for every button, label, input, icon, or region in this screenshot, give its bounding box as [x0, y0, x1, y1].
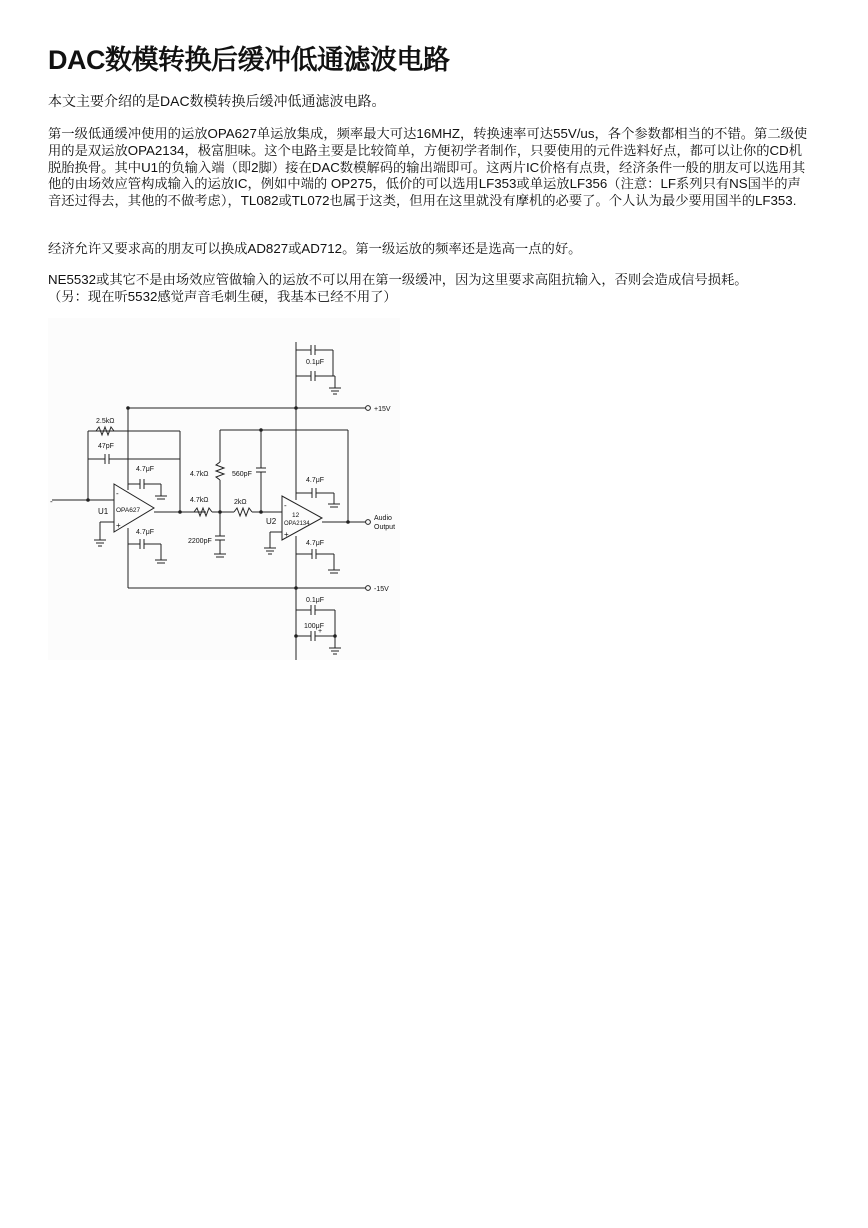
paragraph-3-line-2: （另：现在听5532感觉声音毛刺生硬，我基本已经不用了） [48, 288, 397, 304]
label-c-bulk-plus: + [318, 628, 323, 635]
label-r-2k: 2kΩ [234, 499, 247, 506]
label-u2: U2 [266, 517, 277, 526]
body-paragraph-3 [48, 272, 814, 306]
label-supply-pos: +15V [374, 406, 391, 413]
label-u1-minus: - [116, 489, 119, 498]
label-u1: U1 [98, 507, 109, 516]
label-c-u1-bottom: 4.7μF [136, 529, 155, 536]
label-input-minus: - [50, 497, 53, 506]
intro-paragraph: 本文主要介绍的是DAC数模转换后缓冲低通滤波电路。 [48, 93, 386, 109]
page-title: DAC数模转换后缓冲低通滤波电路 [48, 45, 450, 75]
label-cap-top: 0.1μF [306, 359, 325, 366]
label-u2-pins: 12 [292, 512, 300, 519]
label-u2-plus: + [284, 530, 289, 539]
label-c-bottom: 0.1μF [306, 597, 325, 604]
label-r-series: 4.7kΩ [190, 497, 209, 504]
label-supply-neg: -15V [374, 586, 389, 593]
label-c-560: 560pF [232, 471, 252, 478]
body-paragraph-2: 经济允许又要求高的朋友可以换成AD827或AD712。第一级运放的频率还是选高一点的好。 [48, 241, 582, 256]
label-c-feedback: 47pF [98, 443, 114, 450]
label-c-u2-bottom: 4.7μF [306, 540, 325, 547]
label-u2-minus: - [284, 501, 287, 510]
label-u1-part: OPA627 [116, 507, 141, 514]
body-paragraph-1: 第一级低通缓冲使用的运放OPA627单运放集成，频率最大可达16MHZ，转换速率可达55V/us，各个参数都相当的不错。第二级使用的是双运放OPA2134，极富胆味。这个电路主要是比较简单，方便初学者制作，只要使用的元件选料好点，都可以让你的CD机脱胎换骨。其中U1的负输入端（即2脚）接在DAC数模解码的输出端即可。这两片IC价格有点贵，经济条件一般的朋友可以选用其他的由场效应管构成输入的运放IC，例如中端的 OP275，低价的可以选用LF353或单运放LF356（注意：LF系列只有NS国半的声音还过得去，其他的不做考虑），TL082或TL072也属于这类，但用在这里就没有摩机的必要了。个人认为最少要用国半的LF353. [48, 126, 808, 209]
label-u1-plus: + [116, 521, 121, 530]
label-u2-part: OPA2134 [284, 521, 310, 527]
label-output-1: Audio [374, 515, 392, 522]
label-c-u1-top: 4.7μF [136, 466, 155, 473]
label-r-shunt: 4.7kΩ [190, 471, 209, 478]
label-r-feedback: 2.5kΩ [96, 418, 115, 425]
label-c-2200: 2200pF [188, 538, 212, 545]
paragraph-3-line-1: NE5532或其它不是由场效应管做输入的运放不可以用在第一级缓冲，因为这里要求高阻抗输入，否则会造成信号损耗。 [48, 272, 748, 287]
schematic-background [48, 318, 400, 660]
label-c-u2-top: 4.7μF [306, 477, 325, 484]
label-output-2: Output [374, 524, 396, 531]
circuit-schematic [48, 318, 400, 660]
label-c-bulk: 100μF [304, 623, 324, 630]
